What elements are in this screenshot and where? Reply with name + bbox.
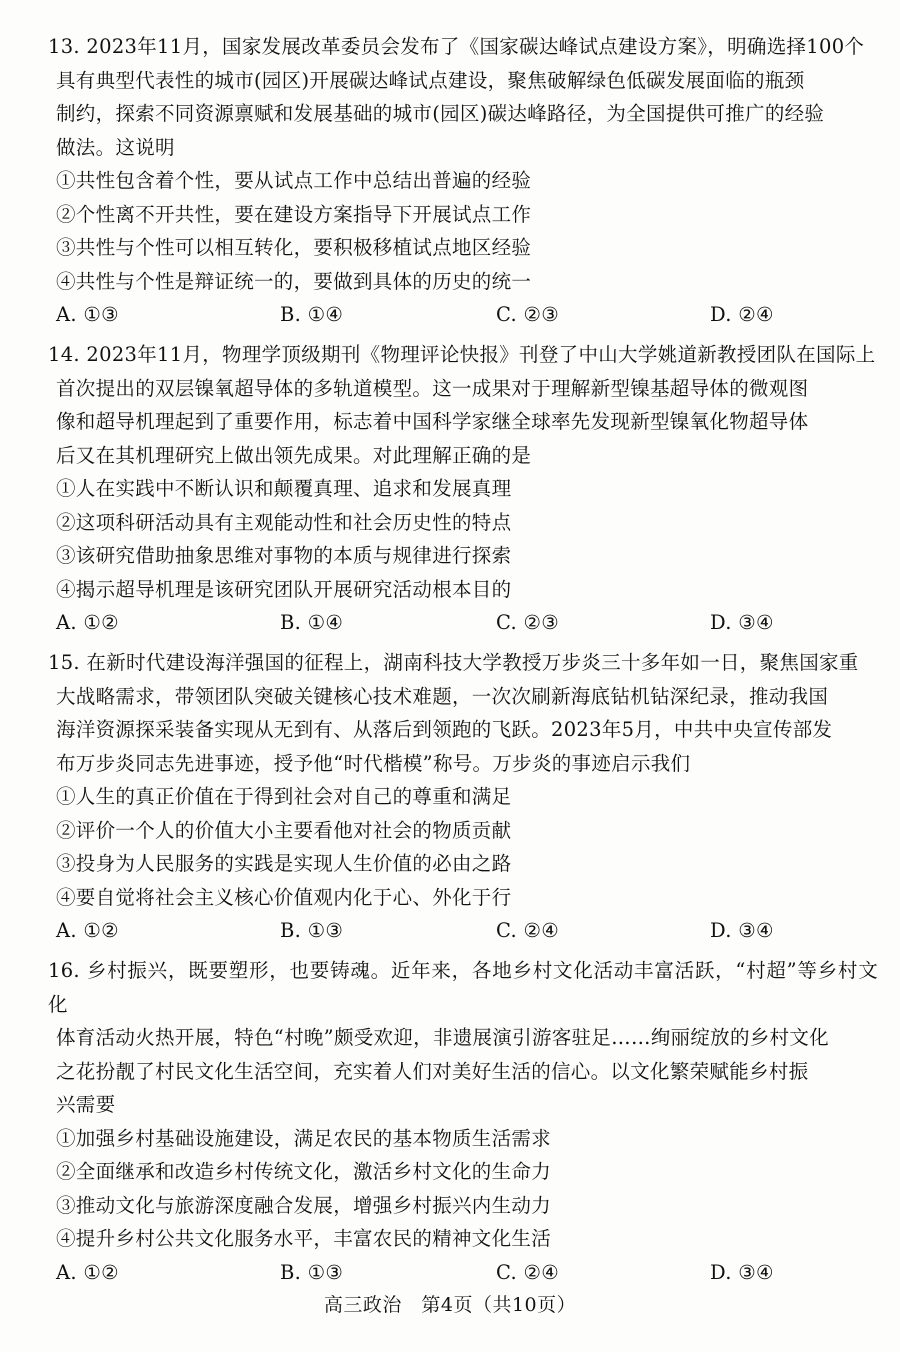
statement-1: ①共性包含着个性，要从试点工作中总结出普遍的经验 xyxy=(56,169,532,192)
statement-3: ③该研究借助抽象思维对事物的本质与规律进行探索 xyxy=(56,544,512,567)
statement-2: ②全面继承和改造乡村传统文化，激活乡村文化的生命力 xyxy=(56,1160,552,1183)
option-c[interactable]: C. ②③ xyxy=(496,303,560,326)
option-c[interactable]: C. ②③ xyxy=(496,611,560,634)
option-d[interactable]: D. ③④ xyxy=(710,919,774,942)
statement-3: ③投身为人民服务的实践是实现人生价值的必由之路 xyxy=(56,852,512,875)
question-16 xyxy=(48,954,878,1289)
option-b[interactable]: B. ①③ xyxy=(280,1260,344,1284)
question-stem-line: 16. 乡村振兴，既要塑形，也要铸魂。近年来，各地乡村文化活动丰富活跃，“村超”等乡村文化 xyxy=(48,959,878,1016)
option-b[interactable]: B. ①④ xyxy=(280,611,344,634)
option-a[interactable]: A. ①② xyxy=(56,1260,119,1284)
option-b[interactable]: B. ①③ xyxy=(280,919,344,942)
page-footer: 高三政治 第4页（共10页） xyxy=(323,1294,577,1316)
statement-2: ②个性离不开共性，要在建设方案指导下开展试点工作 xyxy=(56,202,532,226)
question-14 xyxy=(48,338,878,640)
option-d[interactable]: D. ③④ xyxy=(710,611,774,634)
question-13 xyxy=(48,30,878,332)
statement-2: ②评价一个人的价值大小主要看他对社会的物质贡献 xyxy=(56,818,512,842)
statement-4: ④揭示超导机理是该研究团队开展研究活动根本目的 xyxy=(56,577,512,601)
question-stem-line: 制约，探索不同资源禀赋和发展基础的城市(园区)碳达峰路径，为全国提供可推广的经验 xyxy=(56,102,825,125)
option-d[interactable]: D. ②④ xyxy=(710,303,774,326)
option-b[interactable]: B. ①④ xyxy=(280,303,344,326)
question-stem-line: 做法。这说明 xyxy=(56,135,175,159)
statement-2: ②这项科研活动具有主观能动性和社会历史性的特点 xyxy=(56,510,512,534)
question-stem-line: 布万步炎同志先进事迹，授予他“时代楷模”称号。万步炎的事迹启示我们 xyxy=(56,751,691,775)
statement-4: ④要自觉将社会主义核心价值观内化于心、外化于行 xyxy=(56,885,512,909)
statement-1: ①加强乡村基础设施建设，满足农民的基本物质生活需求 xyxy=(56,1126,552,1150)
statement-4: ④共性与个性是辩证统一的，要做到具体的历史的统一 xyxy=(56,269,532,293)
statement-4: ④提升乡村公共文化服务水平，丰富农民的精神文化生活 xyxy=(56,1227,552,1250)
question-stem-line: 首次提出的双层镍氧超导体的多轨道模型。这一成果对于理解新型镍基超导体的微观图 xyxy=(56,376,809,400)
question-stem-line: 具有典型代表性的城市(园区)开展碳达峰试点建设，聚焦破解绿色低碳发展面临的瓶颈 xyxy=(56,68,805,92)
question-stem-line: 之花扮靓了村民文化生活空间，充实着人们对美好生活的信心。以文化繁荣赋能乡村振 xyxy=(56,1059,809,1083)
option-d[interactable]: D. ③④ xyxy=(710,1260,774,1284)
question-stem-line: 海洋资源探采装备实现从无到有、从落后到领跑的飞跃。2023年5月，中共中央宣传部发 xyxy=(56,718,833,741)
statement-3: ③推动文化与旅游深度融合发展，增强乡村振兴内生动力 xyxy=(56,1193,552,1217)
statement-1: ①人生的真正价值在于得到社会对自己的尊重和满足 xyxy=(56,785,512,808)
statement-3: ③共性与个性可以相互转化，要积极移植试点地区经验 xyxy=(56,236,532,259)
answer-options xyxy=(48,914,878,948)
question-stem-line: 大战略需求，带领团队突破关键核心技术难题，一次次刷新海底钻机钻深纪录，推动我国 xyxy=(56,684,829,708)
answer-options xyxy=(48,298,878,332)
option-c[interactable]: C. ②④ xyxy=(496,919,560,942)
question-stem-line: 13. 2023年11月，国家发展改革委员会发布了《国家碳达峰试点建设方案》，明确选择100个 xyxy=(48,35,865,58)
option-c[interactable]: C. ②④ xyxy=(496,1260,560,1284)
option-a[interactable]: A. ①② xyxy=(56,919,119,942)
question-stem-line: 14. 2023年11月，物理学顶级期刊《物理评论快报》刊登了中山大学姚道新教授团队在国际上 xyxy=(48,343,876,366)
question-stem-line: 后又在其机理研究上做出领先成果。对此理解正确的是 xyxy=(56,443,532,467)
answer-options xyxy=(48,606,878,640)
question-stem-line: 15. 在新时代建设海洋强国的征程上，湖南科技大学教授万步炎三十多年如一日，聚焦国家重 xyxy=(48,651,859,674)
question-stem-line: 体育活动火热开展，特色“村晚”颇受欢迎，非遗展演引游客驻足……绚丽绽放的乡村文化 xyxy=(56,1026,829,1049)
question-stem-line: 像和超导机理起到了重要作用，标志着中国科学家继全球率先发现新型镍氧化物超导体 xyxy=(56,410,809,433)
statement-1: ①人在实践中不断认识和颠覆真理、追求和发展真理 xyxy=(56,477,512,500)
question-stem-line: 兴需要 xyxy=(56,1093,116,1116)
answer-options xyxy=(48,1256,878,1290)
option-a[interactable]: A. ①② xyxy=(56,611,119,634)
option-a[interactable]: A. ①③ xyxy=(56,303,119,326)
question-15 xyxy=(48,646,878,948)
